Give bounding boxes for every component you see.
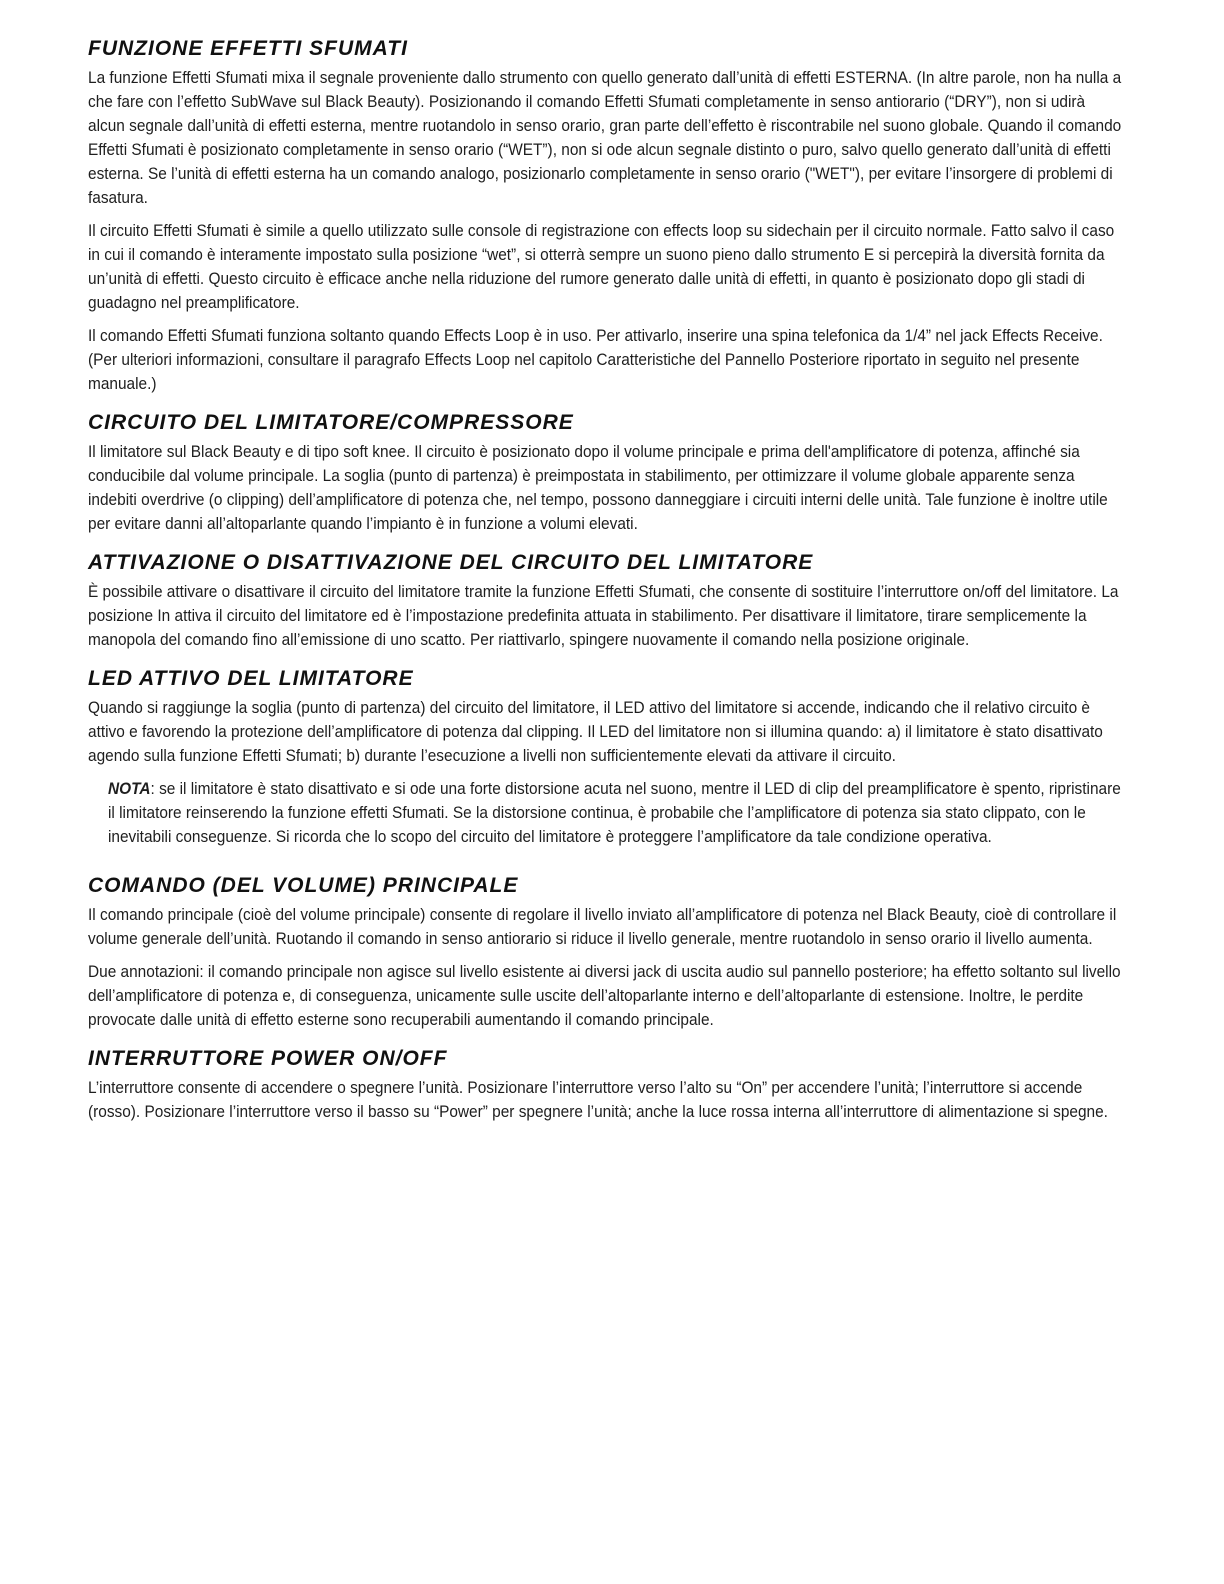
section-funzione-effetti-sfumati bbox=[88, 36, 1124, 396]
paragraph: L’interruttore consente di accendere o spegnere l’unità. Posizionare l’interruttore verso l’alto su “On” per accendere l’unità; l’interruttore si accende (rosso). Posizionare l’interruttore verso il basso su “Power” per spegnere l’unità; anche la luce rossa interna all’interruttore di alimentazione si spegne. bbox=[88, 1079, 1108, 1121]
note-text: : se il limitatore è stato disattivato e si ode una forte distorsione acuta nel suono, mentre il LED di clip del preamplificatore è spento, ripristinare il limitatore reinserendo la funzione effetti Sfumati. Se la distorsione continua, è probabile che l’amplificatore di potenza sia stato clippato, con le inevitabili conseguenze. Si ricorda che lo scopo del circuito del limitatore è proteggere l’amplificatore da tale condizione operativa. bbox=[108, 780, 1121, 846]
paragraph: Quando si raggiunge la soglia (punto di partenza) del circuito del limitatore, il LED attivo del limitatore si accende, indicando che il relativo circuito è attivo e favorendo la protezione dell’amplificatore di potenza dal clipping. Il LED del limitatore non si illumina quando: a) il limitatore è stato disattivato agendo sulla funzione Effetti Sfumati; b) durante l’esecuzione a livelli non sufficientemente elevati da attivare il circuito. bbox=[88, 699, 1103, 765]
paragraph: È possibile attivare o disattivare il circuito del limitatore tramite la funzione Effetti Sfumati, che consente di sostituire l’interruttore on/off del limitatore. La posizione In attiva il circuito del limitatore ed è l’impostazione predefinita attuata in stabilimento. Per disattivare il limitatore, tirare semplicemente la manopola del comando fino all’emissione di uno scatto. Per riattivarlo, spingere nuovamente il comando nella posizione originale. bbox=[88, 583, 1119, 649]
note-block bbox=[108, 777, 1123, 849]
section-led-attivo-limitatore bbox=[88, 666, 1124, 849]
section-heading: ATTIVAZIONE O DISATTIVAZIONE DEL CIRCUITO DEL LIMITATORE bbox=[88, 551, 814, 574]
section-heading: CIRCUITO DEL LIMITATORE/COMPRESSORE bbox=[88, 411, 574, 434]
paragraph: Il limitatore sul Black Beauty e di tipo soft knee. Il circuito è posizionato dopo il volume principale e prima dell'amplificatore di potenza, affinché sia conducibile dal volume principale. La soglia (punto di partenza) è preimpostata in stabilimento, per ottimizzare il volume globale apparente senza indebiti overdrive (o clipping) dell’amplificatore di potenza che, nel tempo, possono danneggiare i circuiti interni delle unità. Tale funzione è inoltre utile per evitare danni all’altoparlante quando l’impianto è in funzione a volumi elevati. bbox=[88, 443, 1108, 533]
section-heading: LED ATTIVO DEL LIMITATORE bbox=[88, 667, 414, 690]
paragraph: Due annotazioni: il comando principale non agisce sul livello esistente ai diversi jack di uscita audio sul pannello posteriore; ha effetto soltanto sul livello dell’amplificatore di potenza e, di conseguenza, unicamente sulle uscite dell’altoparlante interno e dell’altoparlante di estensione. Inoltre, le perdite provocate dalle unità di effetto esterne sono recuperabili aumentando il comando principale. bbox=[88, 963, 1121, 1029]
section-heading: COMANDO (DEL VOLUME) PRINCIPALE bbox=[88, 874, 519, 897]
section-comando-principale bbox=[88, 873, 1124, 1032]
note-label: NOTA bbox=[108, 780, 151, 798]
document-page bbox=[88, 36, 1124, 1133]
section-interruttore-power bbox=[88, 1046, 1124, 1124]
section-heading: FUNZIONE EFFETTI SFUMATI bbox=[88, 37, 408, 60]
section-heading: INTERRUTTORE POWER ON/OFF bbox=[88, 1047, 448, 1070]
paragraph: Il comando principale (cioè del volume principale) consente di regolare il livello inviato all’amplificatore di potenza nel Black Beauty, cioè di controllare il volume generale dell’unità. Ruotando il comando in senso antiorario si riduce il livello generale, mentre ruotandolo in senso orario il livello aumenta. bbox=[88, 906, 1117, 948]
paragraph: Il circuito Effetti Sfumati è simile a quello utilizzato sulle console di registrazione con effects loop su sidechain per il circuito normale. Fatto salvo il caso in cui il comando è interamente impostato sulla posizione “wet”, si otterrà sempre un suono pieno dallo strumento E si percepirà la diversità fornita da un’unità di effetti. Questo circuito è efficace anche nella riduzione del rumore generato dalle unità di effetti, in quanto è posizionato dopo gli stadi di guadagno nel preamplificatore. bbox=[88, 222, 1115, 312]
paragraph: La funzione Effetti Sfumati mixa il segnale proveniente dallo strumento con quello generato dall’unità di effetti ESTERNA. (In altre parole, non ha nulla a che fare con l’effetto SubWave sul Black Beauty). Posizionando il comando Effetti Sfumati completamente in senso antiorario (“DRY”), non si udirà alcun segnale dall’unità di effetti esterna, mentre ruotandolo in senso orario, gran parte dell’effetto è riscontrabile nel suono globale. Quando il comando Effetti Sfumati è posizionato completamente in senso orario (“WET”), non si ode alcun segnale distinto o puro, salvo quello generato dall’unità di effetti esterna. Se l’unità di effetti esterna ha un comando analogo, posizionarlo completamente in senso orario ("WET"), per evitare l’insorgere di problemi di fasatura. bbox=[88, 69, 1122, 207]
paragraph: Il comando Effetti Sfumati funziona soltanto quando Effects Loop è in uso. Per attivarlo, inserire una spina telefonica da 1/4” nel jack Effects Receive. (Per ulteriori informazioni, consultare il paragrafo Effects Loop nel capitolo Caratteristiche del Pannello Posteriore riportato in seguito nel presente manuale.) bbox=[88, 327, 1103, 393]
section-circuito-limitatore bbox=[88, 410, 1124, 536]
section-attivazione-limitatore bbox=[88, 550, 1124, 652]
